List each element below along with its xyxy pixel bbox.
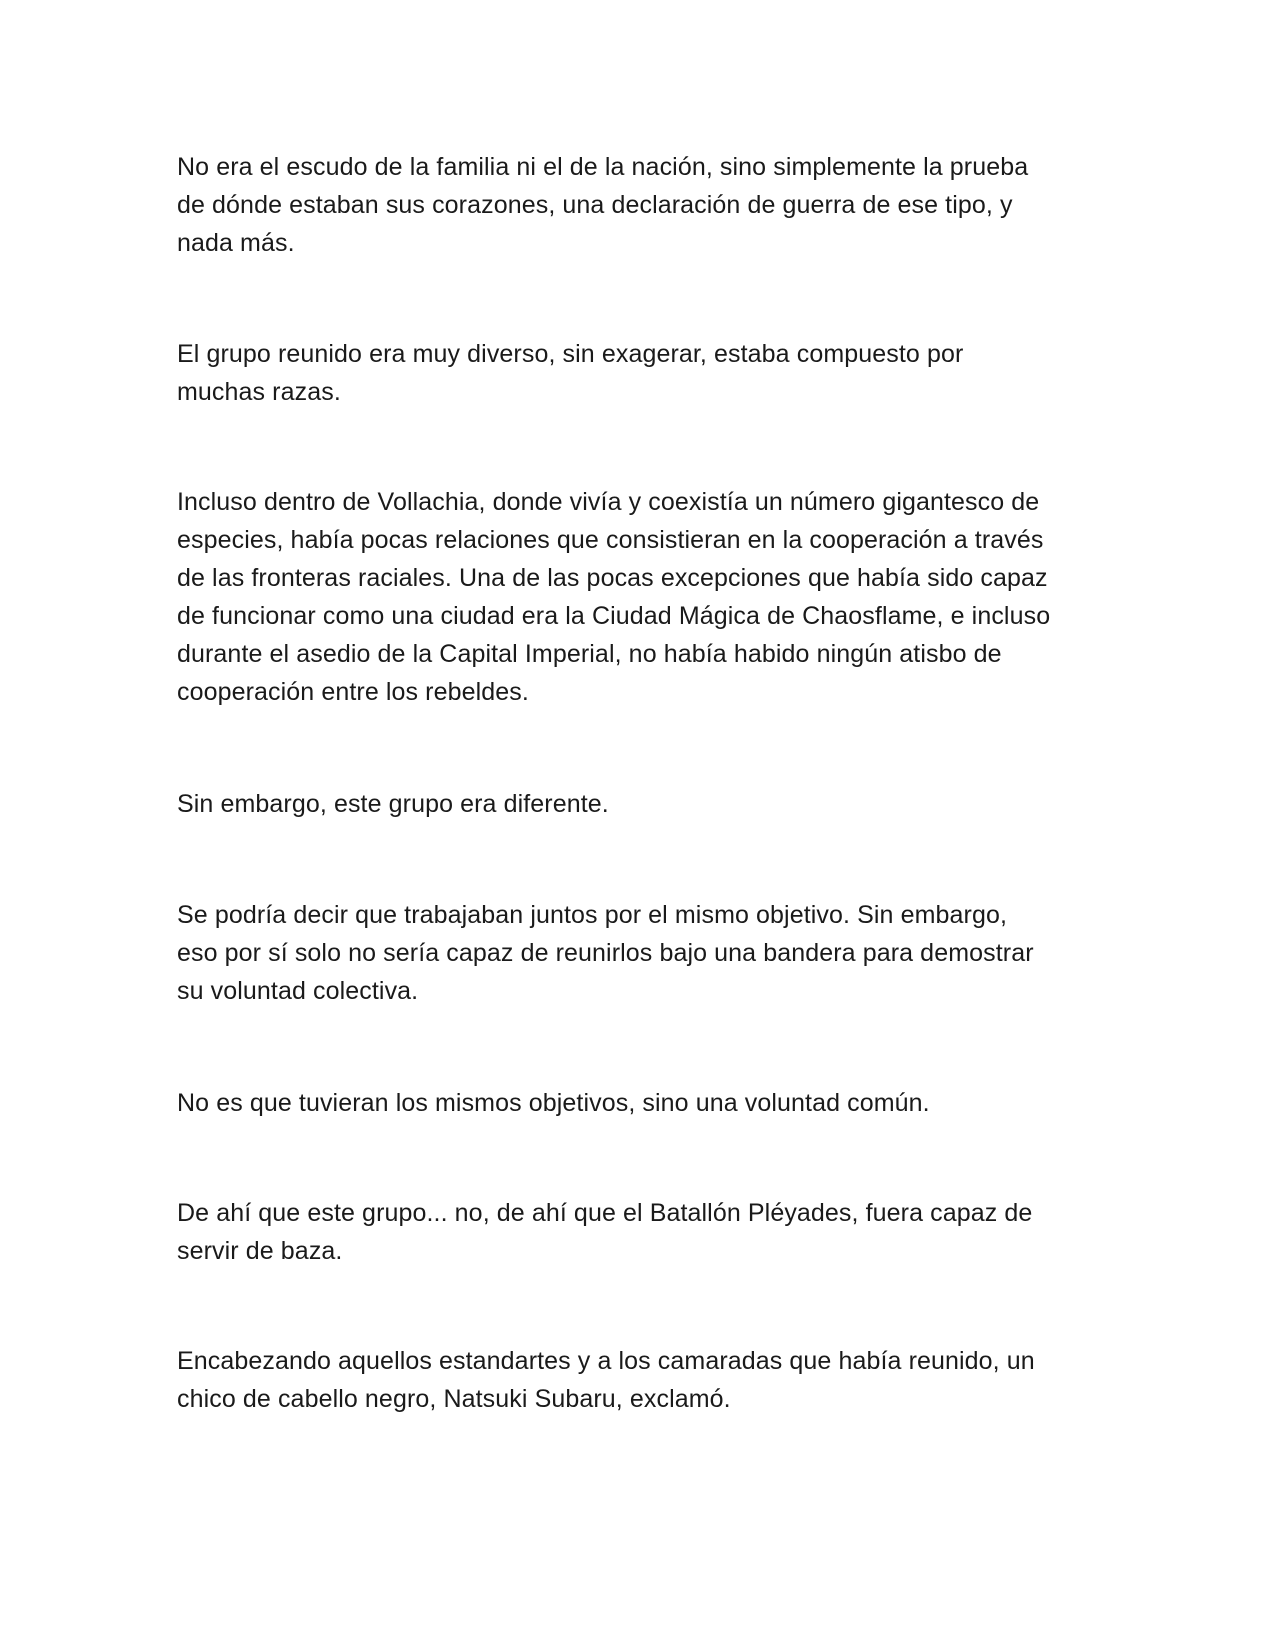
paragraph-1: [177, 148, 1107, 262]
text-line: nada más.: [177, 229, 295, 257]
paragraph-3: [177, 483, 1107, 711]
text-line: No es que tuvieran los mismos objetivos, sino una voluntad común.: [177, 1089, 930, 1117]
text-line: Incluso dentro de Vollachia, donde vivía y coexistía un número gigantesco de: [177, 488, 1040, 516]
text-line: servir de baza.: [177, 1237, 343, 1265]
paragraph-8: [177, 1342, 1107, 1418]
text-line: especies, había pocas relaciones que consistieran en la cooperación a través: [177, 526, 1044, 554]
text-line: de las fronteras raciales. Una de las pocas excepciones que había sido capaz: [177, 564, 1048, 592]
paragraph-4: [177, 785, 1107, 823]
text-line: Sin embargo, este grupo era diferente.: [177, 790, 609, 818]
text-line: chico de cabello negro, Natsuki Subaru, exclamó.: [177, 1385, 731, 1413]
text-line: Se podría decir que trabajaban juntos por el mismo objetivo. Sin embargo,: [177, 901, 1007, 929]
text-line: durante el asedio de la Capital Imperial, no había habido ningún atisbo de: [177, 640, 1002, 668]
text-line: muchas razas.: [177, 378, 341, 406]
text-line: El grupo reunido era muy diverso, sin exagerar, estaba compuesto por: [177, 340, 964, 368]
text-line: de funcionar como una ciudad era la Ciudad Mágica de Chaosflame, e incluso: [177, 602, 1051, 630]
paragraph-6: [177, 1084, 1107, 1122]
text-line: de dónde estaban sus corazones, una declaración de guerra de ese tipo, y: [177, 191, 1013, 219]
text-line: su voluntad colectiva.: [177, 977, 419, 1005]
text-line: No era el escudo de la familia ni el de la nación, sino simplemente la prueba: [177, 153, 1029, 181]
paragraph-2: [177, 335, 1107, 411]
text-line: Encabezando aquellos estandartes y a los camaradas que había reunido, un: [177, 1347, 1035, 1375]
text-line: De ahí que este grupo... no, de ahí que el Batallón Pléyades, fuera capaz de: [177, 1199, 1033, 1227]
text-line: eso por sí solo no sería capaz de reunirlos bajo una bandera para demostrar: [177, 939, 1034, 967]
paragraph-7: [177, 1194, 1107, 1270]
text-line: cooperación entre los rebeldes.: [177, 678, 529, 706]
paragraph-5: [177, 896, 1107, 1010]
